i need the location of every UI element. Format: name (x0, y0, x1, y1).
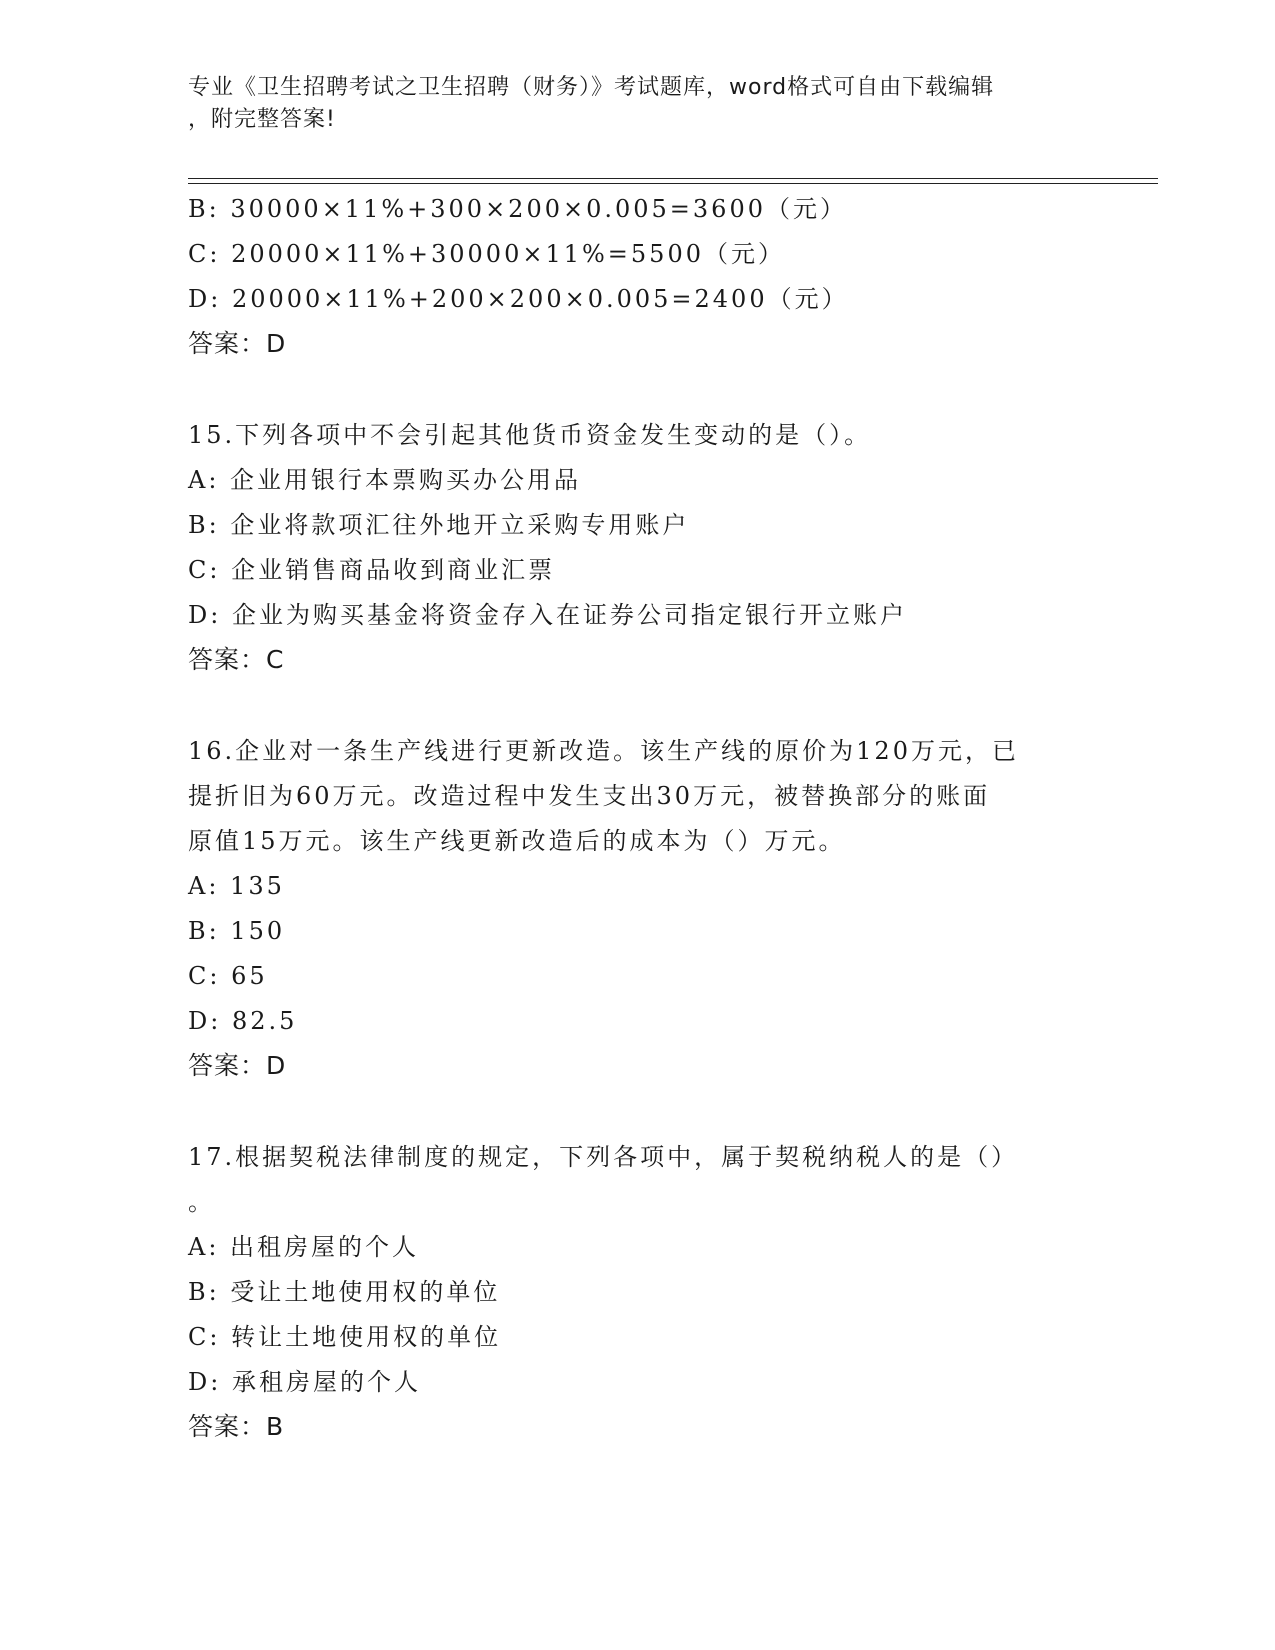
q15-option-d: D: 企业为购买基金将资金存入在证券公司指定银行开立账户 (188, 601, 907, 629)
q14-option-b: B: 30000×11%+300×200×0.005=3600（元） (188, 195, 847, 223)
q16-stem-line-1: 16.企业对一条生产线进行更新改造。该生产线的原价为120万元，已 (188, 737, 1019, 765)
q15-option-a: A: 企业用银行本票购买办公用品 (188, 466, 582, 494)
document-header (188, 72, 1068, 136)
header-divider-top (188, 178, 1158, 179)
q17-option-d: D: 承租房屋的个人 (188, 1368, 421, 1396)
q15-option-b: B: 企业将款项汇往外地开立采购专用账户 (188, 511, 690, 539)
q14-option-c: C: 20000×11%+30000×11%=5500（元） (188, 240, 785, 268)
q17-option-c: C: 转让土地使用权的单位 (188, 1323, 502, 1351)
q16-stem-line-2: 提折旧为60万元。改造过程中发生支出30万元，被替换部分的账面 (188, 782, 991, 810)
q17-option-b: B: 受让土地使用权的单位 (188, 1278, 501, 1306)
header-title-line-2: ，附完整答案! (188, 107, 336, 132)
q17-option-a: A: 出租房屋的个人 (188, 1233, 420, 1261)
q16-stem-line-3: 原值15万元。该生产线更新改造后的成本为（）万元。 (188, 827, 846, 855)
q17-stem-line-2: 。 (188, 1188, 215, 1216)
q17-answer: 答案：B (188, 1412, 285, 1441)
q16-option-d: D: 82.5 (188, 1007, 298, 1035)
q15-answer: 答案：C (188, 645, 285, 674)
header-divider-bottom (188, 183, 1158, 184)
q16-answer: 答案：D (188, 1051, 287, 1080)
q15-stem: 15.下列各项中不会引起其他货币资金发生变动的是（）。 (188, 421, 872, 449)
q17-stem-line-1: 17.根据契税法律制度的规定，下列各项中，属于契税纳税人的是（） (188, 1143, 1019, 1171)
q14-answer: 答案：D (188, 329, 287, 358)
q15-option-c: C: 企业销售商品收到商业汇票 (188, 556, 556, 584)
q16-option-a: A: 135 (188, 872, 285, 900)
q14-option-d: D: 20000×11%+200×200×0.005=2400（元） (188, 285, 849, 313)
header-title-line-1: 专业《卫生招聘考试之卫生招聘（财务）》考试题库，word格式可自由下载编辑 (188, 75, 995, 100)
q16-option-b: B: 150 (188, 917, 286, 945)
q16-option-c: C: 65 (188, 962, 268, 990)
